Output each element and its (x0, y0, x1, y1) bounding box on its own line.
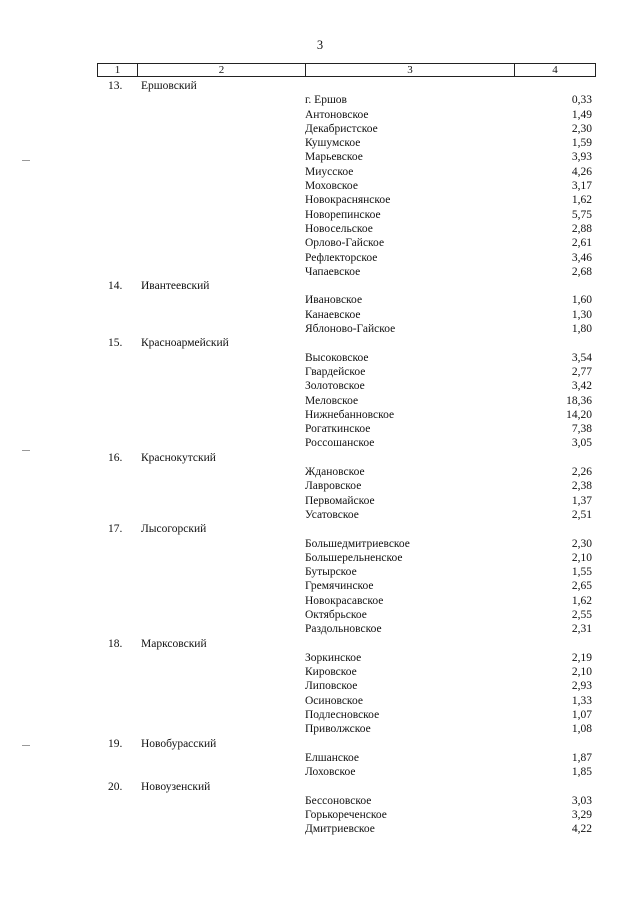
municipality-name: Лоховское (305, 766, 356, 779)
municipality-value: 3,17 (571, 180, 592, 193)
municipality-row (0, 579, 640, 593)
table-header (97, 63, 596, 77)
municipality-value: 1,80 (571, 323, 592, 336)
district-number: 20. (108, 780, 123, 793)
municipality-name: Орлово-Гайское (305, 237, 385, 250)
district-name: Новоузенский (141, 780, 211, 793)
municipality-name: Антоновское (305, 108, 369, 121)
municipality-row (0, 794, 640, 808)
district-number: 17. (108, 523, 123, 536)
municipality-name: Новокрасавское (305, 594, 384, 607)
municipality-value: 5,75 (571, 208, 592, 221)
header-col-3: 3 (306, 64, 515, 76)
municipality-row (0, 379, 640, 393)
municipality-name: Меловское (305, 394, 359, 407)
municipality-value: 3,05 (571, 437, 592, 450)
municipality-row (0, 351, 640, 365)
municipality-row (0, 651, 640, 665)
municipality-name: Гремячинское (305, 580, 374, 593)
municipality-name: Приволжское (305, 723, 371, 736)
municipality-name: Бессоновское (305, 794, 372, 807)
municipality-value: 3,93 (571, 151, 592, 164)
municipality-name: Новосельское (305, 222, 373, 235)
municipality-row (0, 394, 640, 408)
table-body (0, 79, 640, 837)
municipality-row (0, 479, 640, 493)
municipality-name: Марьевское (305, 151, 363, 164)
municipality-name: Кушумское (305, 137, 361, 150)
municipality-name: Большедмитриевское (305, 537, 410, 550)
municipality-row (0, 436, 640, 450)
district-row (0, 79, 640, 93)
municipality-name: Гвардейское (305, 365, 366, 378)
municipality-value: 2,10 (571, 666, 592, 679)
district-name: Новобурасский (141, 737, 217, 750)
municipality-row (0, 537, 640, 551)
municipality-row (0, 150, 640, 164)
municipality-row (0, 565, 640, 579)
municipality-row (0, 122, 640, 136)
municipality-value: 2,30 (571, 122, 592, 135)
header-col-1: 1 (98, 64, 138, 76)
municipality-row (0, 622, 640, 636)
municipality-name: Канаевское (305, 308, 361, 321)
municipality-value: 1,37 (571, 494, 592, 507)
municipality-row (0, 251, 640, 265)
municipality-value: 2,26 (571, 466, 592, 479)
municipality-value: 2,61 (571, 237, 592, 250)
municipality-name: Нижнебанновское (305, 408, 395, 421)
municipality-row (0, 322, 640, 336)
municipality-value: 3,46 (571, 251, 592, 264)
municipality-name: г. Ершов (305, 94, 347, 107)
municipality-value: 2,30 (571, 537, 592, 550)
municipality-value: 1,60 (571, 294, 592, 307)
district-name: Ивантеевский (141, 280, 210, 293)
municipality-name: Рефлекторское (305, 251, 378, 264)
municipality-row (0, 494, 640, 508)
municipality-value: 18,36 (566, 394, 592, 407)
municipality-value: 2,93 (571, 680, 592, 693)
municipality-row (0, 465, 640, 479)
municipality-name: Большерельненское (305, 551, 403, 564)
municipality-value: 2,31 (571, 623, 592, 636)
municipality-row (0, 751, 640, 765)
municipality-row (0, 508, 640, 522)
district-name: Марксовский (141, 637, 207, 650)
district-number: 18. (108, 637, 123, 650)
municipality-name: Дмитриевское (305, 823, 375, 836)
municipality-value: 1,07 (571, 709, 592, 722)
municipality-name: Горькореченское (305, 809, 387, 822)
district-number: 14. (108, 280, 123, 293)
municipality-value: 14,20 (566, 408, 592, 421)
municipality-row (0, 308, 640, 322)
municipality-row (0, 293, 640, 307)
municipality-row (0, 694, 640, 708)
municipality-row (0, 608, 640, 622)
municipality-value: 1,33 (571, 694, 592, 707)
district-row (0, 451, 640, 465)
municipality-value: 2,10 (571, 551, 592, 564)
district-row (0, 336, 640, 350)
municipality-name: Новокраснянское (305, 194, 391, 207)
municipality-value: 1,87 (571, 751, 592, 764)
municipality-value: 4,22 (571, 823, 592, 836)
municipality-value: 3,03 (571, 794, 592, 807)
municipality-value: 2,55 (571, 608, 592, 621)
municipality-row (0, 365, 640, 379)
municipality-row (0, 222, 640, 236)
municipality-name: Лавровское (305, 480, 362, 493)
header-col-2: 2 (138, 64, 306, 76)
municipality-name: Золотовское (305, 380, 365, 393)
municipality-name: Чапаевское (305, 265, 361, 278)
district-number: 19. (108, 737, 123, 750)
district-name: Лысогорский (141, 523, 207, 536)
district-name: Краснокутский (141, 451, 216, 464)
municipality-name: Ивановское (305, 294, 363, 307)
municipality-name: Октябрьское (305, 608, 367, 621)
municipality-value: 0,33 (571, 94, 592, 107)
municipality-name: Декабристское (305, 122, 378, 135)
district-number: 15. (108, 337, 123, 350)
municipality-name: Усатовское (305, 508, 359, 521)
municipality-name: Новорепинское (305, 208, 381, 221)
header-col-4: 4 (552, 64, 558, 76)
municipality-name: Липовское (305, 680, 358, 693)
district-row (0, 637, 640, 651)
municipality-row (0, 808, 640, 822)
municipality-row (0, 408, 640, 422)
municipality-row (0, 208, 640, 222)
municipality-row (0, 193, 640, 207)
municipality-name: Елшанское (305, 751, 359, 764)
municipality-value: 4,26 (571, 165, 592, 178)
municipality-value: 2,38 (571, 480, 592, 493)
municipality-row (0, 665, 640, 679)
municipality-value: 1,85 (571, 766, 592, 779)
municipality-value: 7,38 (571, 423, 592, 436)
municipality-name: Ждановское (305, 466, 365, 479)
district-row (0, 522, 640, 536)
municipality-row (0, 765, 640, 779)
municipality-row (0, 236, 640, 250)
municipality-row (0, 265, 640, 279)
district-row (0, 780, 640, 794)
municipality-row (0, 722, 640, 736)
municipality-value: 2,77 (571, 365, 592, 378)
municipality-name: Осиновское (305, 694, 363, 707)
municipality-name: Кировское (305, 666, 357, 679)
district-row (0, 279, 640, 293)
municipality-value: 3,42 (571, 380, 592, 393)
municipality-name: Подлесновское (305, 709, 380, 722)
municipality-name: Раздольновское (305, 623, 382, 636)
municipality-value: 2,19 (571, 651, 592, 664)
municipality-row (0, 679, 640, 693)
municipality-value: 3,29 (571, 809, 592, 822)
municipality-value: 1,62 (571, 194, 592, 207)
municipality-row (0, 822, 640, 836)
district-name: Ершовский (141, 80, 197, 92)
municipality-row (0, 594, 640, 608)
municipality-row (0, 551, 640, 565)
municipality-row (0, 136, 640, 150)
municipality-value: 2,51 (571, 508, 592, 521)
municipality-value: 1,55 (571, 566, 592, 579)
municipality-value: 2,65 (571, 580, 592, 593)
municipality-row (0, 179, 640, 193)
municipality-name: Моховское (305, 180, 358, 193)
municipality-name: Яблоново-Гайское (305, 323, 396, 336)
municipality-row (0, 422, 640, 436)
municipality-value: 1,30 (571, 308, 592, 321)
district-number: 16. (108, 451, 123, 464)
municipality-row (0, 708, 640, 722)
district-number: 13. (108, 80, 123, 92)
municipality-value: 1,08 (571, 723, 592, 736)
municipality-value: 1,49 (571, 108, 592, 121)
municipality-value: 3,54 (571, 351, 592, 364)
municipality-name: Первомайское (305, 494, 375, 507)
municipality-row (0, 93, 640, 107)
municipality-name: Зоркинское (305, 651, 362, 664)
municipality-row (0, 165, 640, 179)
district-name: Красноармейский (141, 337, 229, 350)
municipality-value: 2,68 (571, 265, 592, 278)
municipality-name: Миусское (305, 165, 354, 178)
municipality-value: 2,88 (571, 222, 592, 235)
page-number: 3 (316, 38, 324, 52)
district-row (0, 737, 640, 751)
municipality-name: Рогаткинское (305, 423, 371, 436)
municipality-row (0, 108, 640, 122)
municipality-name: Высоковское (305, 351, 369, 364)
municipality-name: Россошанское (305, 437, 375, 450)
municipality-value: 1,59 (571, 137, 592, 150)
municipality-name: Бутырское (305, 566, 357, 579)
municipality-value: 1,62 (571, 594, 592, 607)
